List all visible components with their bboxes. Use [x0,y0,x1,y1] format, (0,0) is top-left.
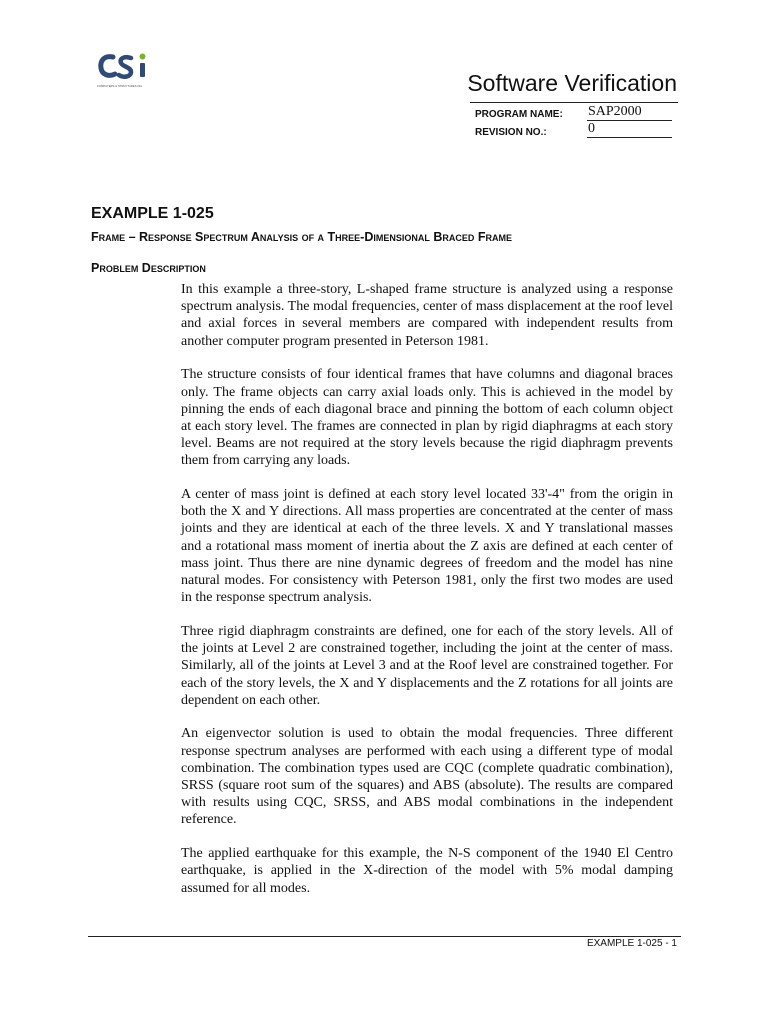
paragraph: Three rigid diaphragm constraints are defined, one for each of the story levels. All of the joints at Level 2 are constrained together, including the joint at the center of mass. Similarly, all of the joints at Level 3 and at the Roof level are constrained together. For each of the story levels, the X and Y displacements and the Z rotations for all joints are dependent on each other. [181,623,673,708]
problem-description-body [181,281,673,913]
example-number: EXAMPLE 1-025 [91,205,214,222]
company-logo [97,48,167,98]
page-footer-label: EXAMPLE 1-025 - 1 [586,938,677,949]
paragraph: The applied earthquake for this example, the N-S component of the 1940 El Centro earthquake, is applied in the X-direction of the model with 5% modal damping assumed for all modes. [181,846,673,896]
example-subtitle: Frame – Response Spectrum Analysis of a Three-Dimensional Braced Frame [91,230,512,244]
footer-divider [88,936,681,937]
revision-label: REVISION NO.: [475,127,547,138]
csi-logo-icon [97,48,153,84]
paragraph: In this example a three-story, L-shaped frame structure is analyzed using a response spectrum analysis. The modal frequencies, center of mass displacement at the roof level and axial forces in several members are compared with independent results from another computer program presented in Peterson 1981. [181,282,673,349]
program-name-label: PROGRAM NAME: [475,109,563,120]
paragraph: A center of mass joint is defined at each story level located 33'-4" from the origin in both the X and Y directions. All mass properties are concentrated at the center of mass joints and they are identical at each of the three levels. X and Y translational masses and a rotational mass moment of inertia about the Z axis are defined at each center of mass joint. Thus there are nine dynamic degrees of freedom and the model has nine natural modes. For consistency with Peterson 1981, only the first two modes are used in the response spectrum analysis. [181,487,673,606]
section-heading: Problem Description [91,261,206,275]
logo-subtext: COMPUTERS & STRUCTURES INC. [97,85,144,88]
paragraph: An eigenvector solution is used to obtain the modal frequencies. Three different response spectrum analyses are performed with each using a different type of modal combination. The combination types used are CQC (complete quadratic combination), SRSS (square root sum of the squares) and ABS (absolute). The results are compared with results using CQC, SRSS, and ABS modal combinations in the independent reference. [181,726,673,828]
revision-value: 0 [587,121,672,138]
program-name-value: SAP2000 [587,104,672,121]
page-header-title: Software Verification [467,70,677,96]
header-divider [470,102,678,103]
paragraph: The structure consists of four identical frames that have columns and diagonal braces only. The frame objects can carry axial loads only. This is achieved in the model by pinning the ends of each diagonal brace and pinning the bottom of each column object at each story level. The frames are connected in plan by rigid diaphragms at each story level. Beams are not required at the story levels because the rigid diaphragm prevents them from carrying any loads. [181,367,673,469]
